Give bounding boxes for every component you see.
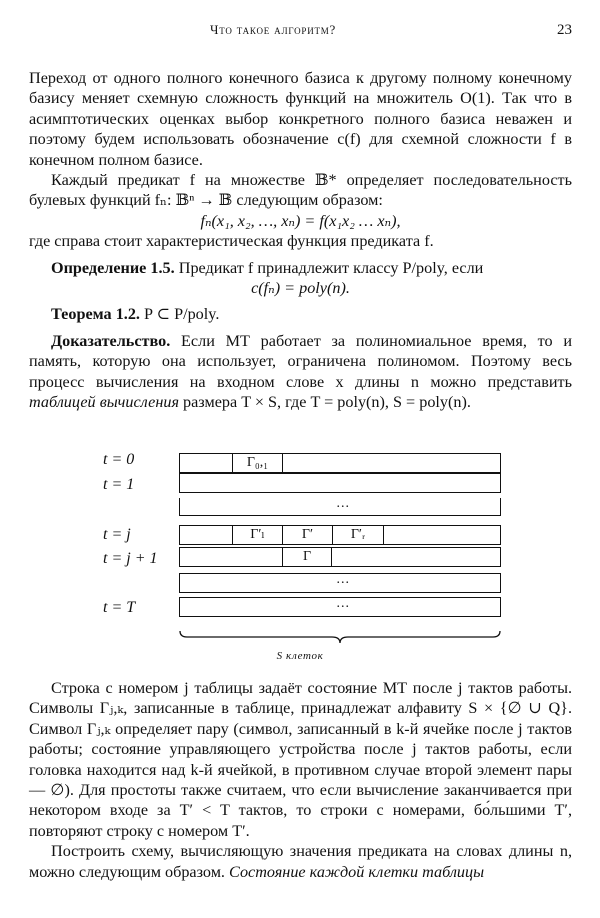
paragraph-5 bbox=[29, 841, 572, 882]
equation-2: c(fₙ) = poly(n). bbox=[251, 279, 350, 298]
cell-gamma: Γ bbox=[282, 548, 332, 566]
theorem bbox=[29, 304, 572, 324]
table-row-gap bbox=[179, 498, 501, 516]
cell-gamma-prime-left: Γ′ₗ bbox=[232, 526, 282, 544]
theorem-label: Теорема 1.2. bbox=[51, 305, 140, 324]
definition bbox=[29, 258, 572, 278]
paragraph-5-text: Построить схему, вычисляющую значения предиката на словах длины n, можно следующим образом. bbox=[29, 842, 572, 881]
cell-gamma-prime: Γ′ bbox=[282, 526, 332, 544]
brace-icon bbox=[179, 630, 501, 644]
body-top bbox=[29, 68, 572, 413]
table-row-j bbox=[179, 525, 501, 545]
theorem-text: P ⊂ P/poly. bbox=[144, 305, 220, 324]
table-row-gap-2 bbox=[179, 573, 501, 593]
proof bbox=[29, 331, 572, 413]
ellipsis: ... bbox=[336, 596, 350, 611]
definition-label: Определение 1.5. bbox=[51, 258, 175, 277]
paragraph-4: Строка с номером j таблицы задаёт состояние МТ после j тактов работы. Символы Γⱼ,ₖ, записанные в таблице, принадлежат алфавиту S × {∅ ∪ Q}. Символ Γⱼ,ₖ определяет пару (символ, записанный в k-й ячейке после j тактов работы; состояние управляющего устройства после j тактов работы, если головка находится над k-й ячейкой, в противном случае второй элемент пары — ∅). Для простоты также считаем, что если вычисление заканчивается при некотором входе за T′ < T тактов, то строки с номерами, бо́льшими T′, повторяют строку с номером T′. bbox=[29, 679, 572, 840]
paragraph-3: где справа стоит характеристическая функция предиката f. bbox=[29, 232, 434, 251]
body-bottom bbox=[29, 678, 572, 882]
ellipsis: ... bbox=[336, 572, 350, 587]
page-number: 23 bbox=[557, 22, 572, 38]
row-label-t1: t = 1 bbox=[103, 476, 135, 493]
row-label-tj: t = j bbox=[103, 526, 131, 543]
chapter-title: Что такое алгоритм? bbox=[210, 22, 337, 37]
equation-1: fₙ(x₁, x₂, …, xₙ) = f(x₁x₂ … xₙ), bbox=[200, 211, 401, 230]
proof-text: Если МТ работает за полиномиальное время, то и память, которую она использует, ограничена полиномом. Поэтому весь процесс вычисления на входном слове x длины n можно представить bbox=[29, 331, 573, 391]
proof-emphasis: таблицей вычисления bbox=[29, 393, 179, 412]
paragraph-2: Каждый предикат f на множестве 𝔹* определяет последовательность булевых функций fₙ: 𝔹ⁿ → 𝔹 следующим образом: bbox=[29, 171, 572, 210]
cell-gamma-01: Γ₀,₁ bbox=[232, 454, 283, 472]
running-header bbox=[40, 22, 572, 42]
brace-label: S клеток bbox=[276, 650, 324, 662]
row-label-tj1: t = j + 1 bbox=[103, 550, 158, 567]
row-label-tT: t = T bbox=[103, 599, 136, 616]
table-row-j1 bbox=[179, 547, 501, 567]
ellipsis: ... bbox=[336, 496, 350, 511]
table-row-0 bbox=[179, 453, 501, 473]
proof-label: Доказательство. bbox=[51, 331, 171, 350]
paragraph-5-emphasis: Состояние каждой клетки таблицы bbox=[229, 862, 485, 881]
proof-tail: размера T × S, где T = poly(n), S = poly(n). bbox=[183, 393, 471, 412]
cell-gamma-prime-right: Γ′ᵣ bbox=[332, 526, 384, 544]
table-row-T bbox=[179, 597, 501, 617]
definition-text: Предикат f принадлежит классу P/poly, если bbox=[178, 258, 484, 277]
paragraph-1: Переход от одного полного конечного базиса к другому полному конечному базису меняет схемную сложность функций на множитель O(1). Так что в асимптотических оценках выбор конкретного полного базиса неважен и поэтому будем использовать обозначение c(f) для схемной сложности f в конечном полном базисе. bbox=[29, 69, 572, 169]
row-label-t0: t = 0 bbox=[103, 451, 135, 468]
table-row-1 bbox=[179, 473, 501, 493]
